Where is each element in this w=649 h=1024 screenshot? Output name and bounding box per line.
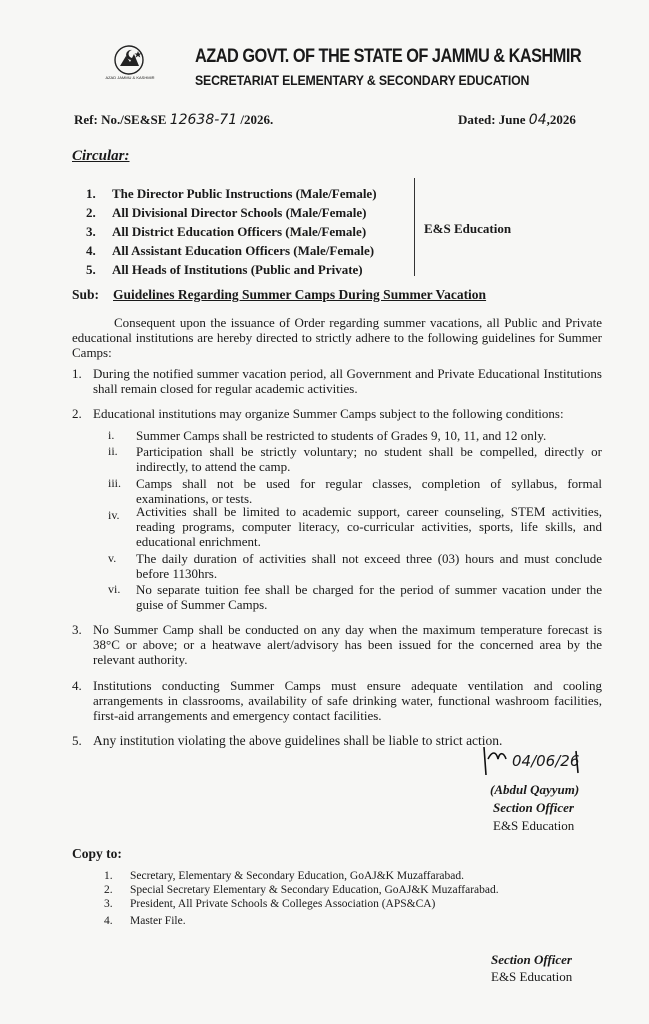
condition-number: vi. [108, 582, 121, 596]
point-number: 4. [72, 678, 82, 693]
point-number: 2. [72, 406, 82, 421]
point-number: 1. [72, 366, 82, 381]
point-text: During the notified summer vacation period, all Government and Private Educational Institutions shall remain closed for regular academic activities. [93, 366, 602, 396]
condition-text: Participation shall be strictly voluntary; no student shall be compelled, directly or indirectly, to attend the camp. [136, 444, 602, 474]
condition-text: Activities shall be limited to academic support, career counseling, STEM activities, reading programs, computer literacy, co-curricular activities, sports, life skills, and educational enrichment. [136, 504, 602, 549]
point-number: 3. [72, 622, 82, 637]
condition-number: v. [108, 551, 117, 565]
addressee-item: 3. All District Education Officers (Male/Female) [86, 224, 367, 239]
reference-number [74, 112, 273, 128]
condition-number: iii. [108, 476, 122, 490]
header-title: AZAD GOVT. OF THE STATE OF JAMMU & KASHMIR [195, 46, 582, 67]
point-text: Institutions conducting Summer Camps must ensure adequate ventilation and cooling arrangements in classrooms, availability of safe drinking water, functional washroom facilities, first-aid arrangements and emergency contact facilities. [93, 678, 602, 723]
addressee-item: 1. The Director Public Instructions (Male/Female) [86, 186, 377, 201]
date-prefix: Dated: June [458, 112, 526, 127]
government-seal-icon [105, 44, 155, 84]
date-suffix: ,2026 [546, 112, 576, 127]
condition-number: ii. [108, 444, 118, 458]
header-subtitle: SECRETARIAT ELEMENTARY & SECONDARY EDUCATION [195, 72, 530, 88]
signatory-title: Section Officer [493, 800, 574, 815]
signatory-name: (Abdul Qayyum) [490, 782, 580, 797]
condition-number: iv. [108, 508, 120, 522]
condition-text: No separate tuition fee shall be charged for the period of summer vacation under the guise of Summer Camps. [136, 582, 602, 612]
condition-text: The daily duration of activities shall not exceed three (03) hours and must conclude before 1130hrs. [136, 551, 602, 581]
copy-to-item: 2. Special Secretary Elementary & Secondary Education, GoAJ&K Muzaffarabad. [104, 884, 499, 896]
divider-line [414, 178, 415, 276]
subject-line [72, 287, 486, 303]
copy-to-label: Copy to: [72, 846, 122, 861]
signatory-department: E&S Education [493, 818, 575, 833]
addressee-item: 2. All Divisional Director Schools (Male/Female) [86, 205, 367, 220]
subject-text: Guidelines Regarding Summer Camps During Summer Vacation [113, 287, 487, 302]
copy-to-item: 3. President, All Private Schools & Colleges Association (APS&CA) [104, 898, 436, 910]
intro-paragraph: Consequent upon the issuance of Order regarding summer vacations, all Public and Private educational institutions are hereby directed to strictly adhere to the following guidelines for Summer Camps: [72, 315, 602, 360]
point-text: Educational institutions may organize Summer Camps subject to the following conditions: [93, 406, 564, 421]
footer-signatory-title: Section Officer [491, 952, 572, 967]
reference-prefix: Ref: No./SE&SE [74, 112, 167, 127]
handwritten-reference-number: 12638-71 [169, 112, 238, 128]
logo-caption: AZAD JAMMU & KASHMIR [105, 75, 155, 80]
condition-number: i. [108, 428, 115, 442]
condition-text: Camps shall not be used for regular classes, completion of syllabus, formal examinations, or tests. [136, 476, 602, 506]
point-text: No Summer Camp shall be conducted on any day when the maximum temperature forecast is 38°C or above; or a heatwave alert/advisory has been issued for the concerned area by the relevant authority. [93, 622, 602, 667]
subject-label: Sub: [72, 287, 100, 302]
point-text: Any institution violating the above guidelines shall be liable to strict action. [93, 733, 503, 748]
document-date [458, 112, 576, 128]
from-department: E&S Education [424, 221, 512, 236]
handwritten-day: 04 [528, 112, 547, 128]
copy-to-item: 1. Secretary, Elementary & Secondary Education, GoAJ&K Muzaffarabad. [104, 870, 465, 882]
reference-suffix: /2026. [240, 112, 274, 127]
circular-label: Circular: [72, 148, 130, 164]
condition-text: Summer Camps shall be restricted to students of Grades 9, 10, 11, and 12 only. [136, 428, 547, 443]
signature-date: 04/06/26 [512, 752, 580, 770]
addressee-item: 5. All Heads of Institutions (Public and Private) [86, 262, 363, 277]
copy-to-item: 4. Master File. [104, 915, 186, 927]
addressee-item: 4. All Assistant Education Officers (Male/Female) [86, 243, 375, 258]
point-number: 5. [72, 733, 82, 748]
footer-signatory-department: E&S Education [491, 969, 573, 984]
addressee-list [86, 184, 432, 279]
